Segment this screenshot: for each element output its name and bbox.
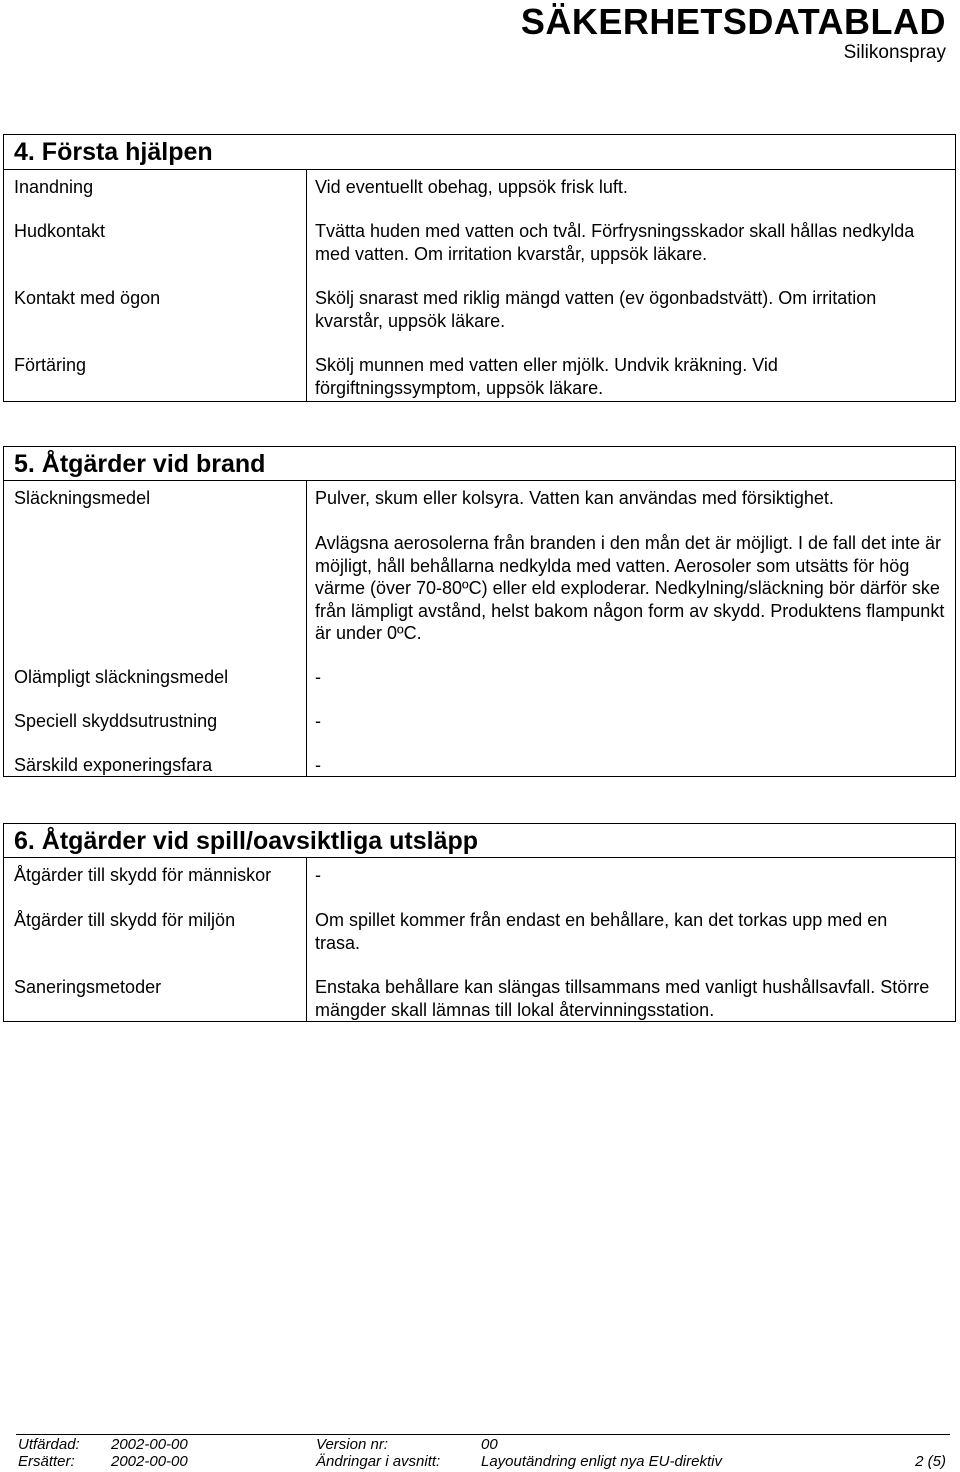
row-text: Skölj munnen med vatten eller mjölk. Undvik kräkning. Vid förgiftningssymptom, uppsök läkare.	[315, 355, 778, 398]
row-text: Enstaka behållare kan slängas tillsammans med vanligt hushållsavfall. Större mängder skall lämnas till lokal återvinningsstation.	[315, 977, 930, 1020]
row-label: Saneringsmetoder	[14, 977, 162, 997]
row-label: Inandning	[14, 177, 94, 197]
changes-label: Ändringar i avsnitt:	[316, 1453, 441, 1470]
row-text: -	[315, 667, 321, 687]
footer-rule	[16, 1434, 950, 1435]
version-value: 00	[481, 1436, 498, 1453]
section-heading: 5. Åtgärder vid brand	[4, 447, 955, 481]
row-text: Tvätta huden med vatten och tvål. Förfrysningsskador skall hållas nedkylda med vatten. Om irritation kvarstår, uppsök läkare.	[315, 221, 915, 264]
row-text: Skölj snarast med riklig mängd vatten (ev ögonbadstvätt). Om irritation kvarstår, uppsök läkare.	[315, 288, 877, 331]
section-fire-fighting	[3, 446, 956, 777]
row-label: Kontakt med ögon	[14, 288, 161, 308]
section-accidental-release	[3, 823, 956, 1022]
row-label: Åtgärder till skydd för miljön	[14, 910, 236, 930]
product-name: Silikonspray	[843, 42, 946, 63]
row-text: Avlägsna aerosolerna från branden i den mån det är möjligt. I de fall det inte är möjligt, håll behållarna nedkylda med vatten. Aerosoler som utsätts för hög värme (över 70-80ºC) eller eld exploderar. Nedkylning/släckning bör därför ske från lämpligt avstånd, helst bakom någon form av skydd. Produktens flampunkt är under 0ºC.	[315, 533, 945, 643]
column-divider	[306, 481, 307, 776]
page-number: 2 (5)	[915, 1453, 946, 1470]
changes-value: Layoutändring enligt nya EU-direktiv	[481, 1453, 722, 1470]
row-text: -	[315, 755, 321, 775]
row-text: -	[315, 711, 321, 731]
row-text: Vid eventuellt obehag, uppsök frisk luft.	[315, 177, 628, 197]
row-label: Hudkontakt	[14, 221, 106, 241]
section-heading: 6. Åtgärder vid spill/oavsiktliga utsläpp	[4, 824, 955, 858]
row-label: Släckningsmedel	[14, 488, 151, 508]
row-label: Åtgärder till skydd för människor	[14, 865, 272, 885]
column-divider	[306, 858, 307, 1021]
replaces-date: 2002-00-00	[111, 1453, 188, 1470]
row-label: Särskild exponeringsfara	[14, 755, 213, 775]
row-text: Om spillet kommer från endast en behållare, kan det torkas upp med en trasa.	[315, 910, 888, 953]
section-first-aid	[3, 134, 956, 402]
column-divider	[306, 170, 307, 401]
page-footer	[0, 1432, 960, 1472]
document-title: SÄKERHETSDATABLAD	[520, 1, 946, 42]
version-label: Version nr:	[316, 1436, 388, 1453]
replaces-label: Ersätter:	[18, 1453, 75, 1470]
issued-label: Utfärdad:	[18, 1436, 80, 1453]
row-label: Förtäring	[14, 355, 87, 375]
row-text: Pulver, skum eller kolsyra. Vatten kan användas med försiktighet.	[315, 488, 834, 508]
issued-date: 2002-00-00	[111, 1436, 188, 1453]
row-text: -	[315, 865, 321, 885]
section-heading: 4. Första hjälpen	[4, 135, 955, 170]
row-label: Olämpligt släckningsmedel	[14, 667, 229, 687]
row-label: Speciell skyddsutrustning	[14, 711, 218, 731]
